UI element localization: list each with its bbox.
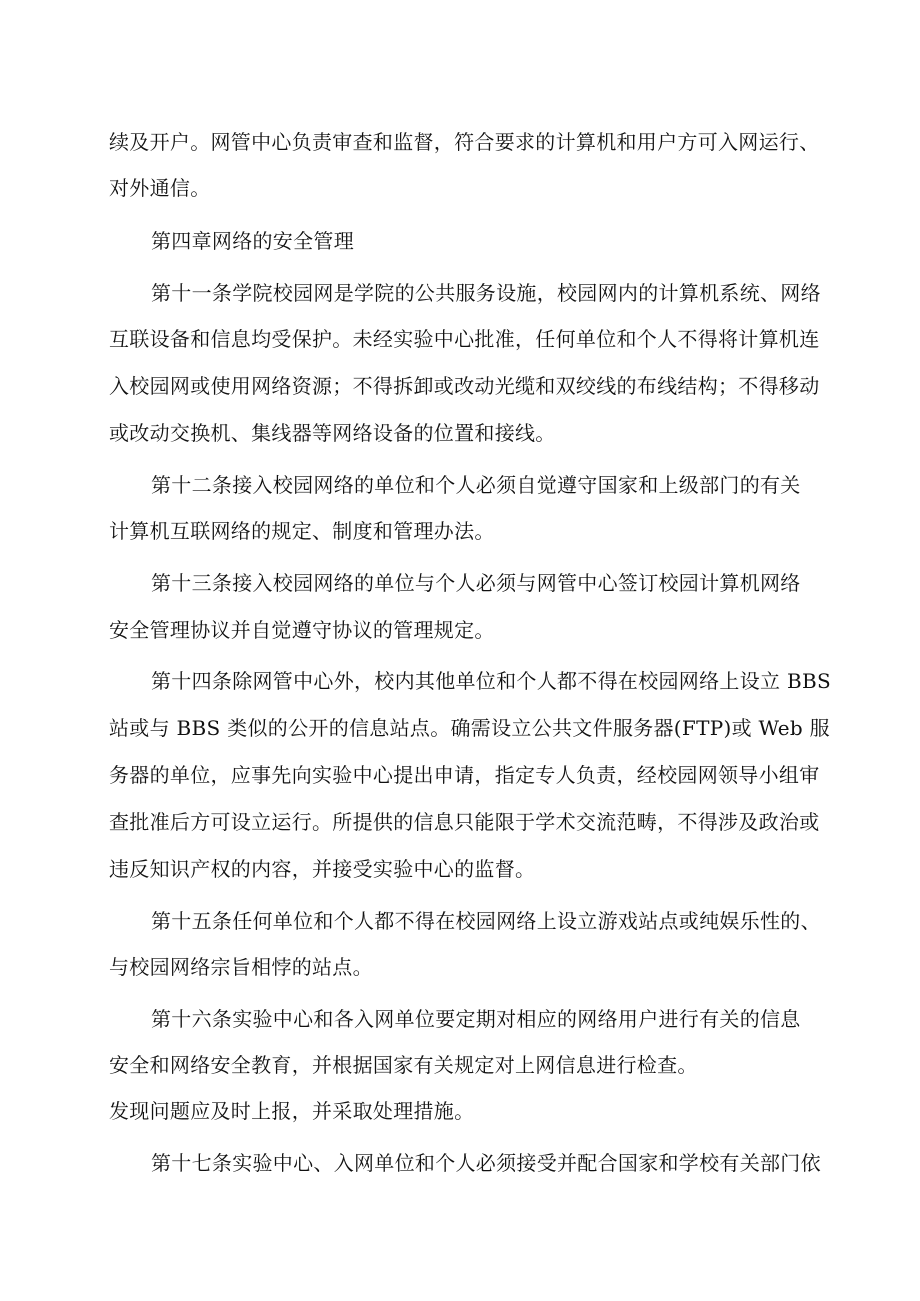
text-line: 安全和网络安全教育，并根据国家有关规定对上网信息进行检查。: [109, 1053, 698, 1077]
text-line: 第十四条除网管中心外，校内其他单位和个人都不得在校园网络上设立 BBS: [151, 669, 831, 693]
text-line: 务器的单位，应事先向实验中心提出申请，指定专人负责，经校园网领导小组审: [109, 763, 820, 787]
chapter-heading: 第四章网络的安全管理: [151, 229, 354, 253]
text-line: 第十五条任何单位和个人都不得在校园网络上设立游戏站点或纯娱乐性的、: [151, 909, 821, 933]
text-line: 对外通信。: [109, 176, 211, 200]
text-line: 第十七条实验中心、入网单位和个人必须接受并配合国家和学校有关部门依: [151, 1151, 821, 1175]
text-line: 与校园网络宗旨相悖的站点。: [109, 955, 373, 979]
text-line: 计算机互联网络的规定、制度和管理办法。: [109, 519, 495, 543]
text-line: 入校园网或使用网络资源；不得拆卸或改动光缆和双绞线的布线结构；不得移动: [109, 374, 820, 398]
text-line: 第十二条接入校园网络的单位和个人必须自觉遵守国家和上级部门的有关: [151, 473, 801, 497]
text-line: 第十一条学院校园网是学院的公共服务设施，校园网内的计算机系统、网络: [151, 281, 821, 305]
text-line: 查批准后方可设立运行。所提供的信息只能限于学术交流范畴，不得涉及政治或: [109, 810, 820, 834]
text-line: 第十六条实验中心和各入网单位要定期对相应的网络用户进行有关的信息: [151, 1007, 801, 1031]
text-line: 第十三条接入校园网络的单位与个人必须与网管中心签订校园计算机网络: [151, 571, 801, 595]
text-line: 互联设备和信息均受保护。未经实验中心批准，任何单位和个人不得将计算机连: [109, 327, 820, 351]
text-line: 站或与 BBS 类似的公开的信息站点。确需设立公共文件服务器(FTP)或 Web 服: [109, 716, 830, 740]
text-line: 发现问题应及时上报，并采取处理措施。: [109, 1099, 475, 1123]
text-line: 续及开户。网管中心负责审查和监督，符合要求的计算机和用户方可入网运行、: [109, 130, 820, 154]
text-line: 或改动交换机、集线器等网络设备的位置和接线。: [109, 421, 556, 445]
text-line: 违反知识产权的内容，并接受实验中心的监督。: [109, 857, 536, 881]
text-line: 安全管理协议并自觉遵守协议的管理规定。: [109, 618, 495, 642]
